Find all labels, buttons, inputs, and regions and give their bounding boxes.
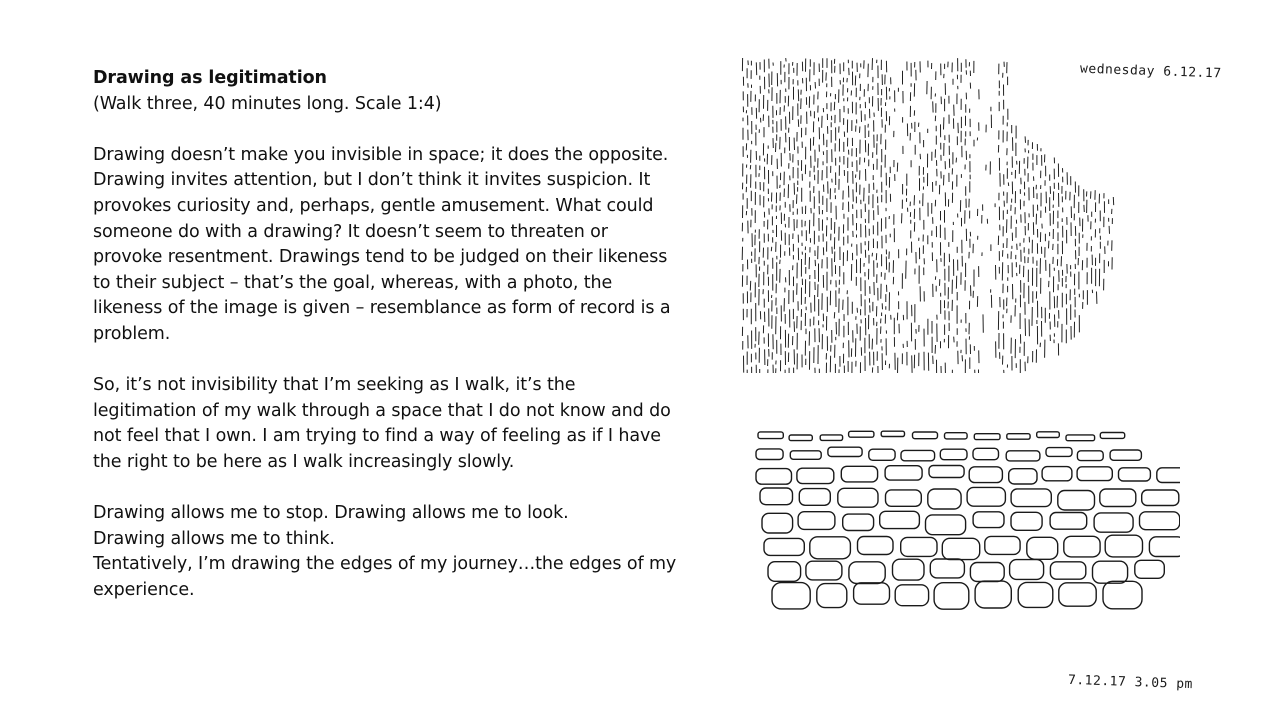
paragraph-3-line-2: Drawing allows me to think. xyxy=(93,528,335,549)
slide-title: Drawing as legitimation xyxy=(93,68,327,88)
text-column xyxy=(93,66,678,629)
hatching-sketch xyxy=(740,58,1120,373)
cobblestone-sketch xyxy=(750,415,1180,640)
sketch-date-top: wednesday 6.12.17 xyxy=(1079,61,1222,82)
sketch-date-bottom: 7.12.17 3.05 pm xyxy=(1067,672,1194,693)
paragraph-1: Drawing doesn’t make you invisible in space; it does the opposite. Drawing invites attention, but I don’t think it invites suspicion. It provokes curiosity and, perhaps, gentle amusement. What could someone do with a drawing? It doesn’t seem to threaten or provoke resentment. Drawings tend to be judged on their likeness to their subject – that’s the goal, whereas, with a photo, the likeness of the image is given – resemblance as form of record is a problem. xyxy=(93,144,671,344)
paragraph-2: So, it’s not invisibility that I’m seeking as I walk, it’s the legitimation of my walk through a space that I do not know and do not feel that I own. I am trying to find a way of feeling as if I have the right to be here as I walk increasingly slowly. xyxy=(93,375,671,472)
paragraph-3 xyxy=(93,501,678,603)
slide-subtitle: (Walk three, 40 minutes long. Scale 1:4) xyxy=(93,93,442,114)
paragraph-3-line-3: Tentatively, I’m drawing the edges of my journey…the edges of my experience. xyxy=(93,554,677,600)
heading-block xyxy=(93,66,678,117)
paragraph-3-line-1: Drawing allows me to stop. Drawing allows me to look. xyxy=(93,503,569,524)
